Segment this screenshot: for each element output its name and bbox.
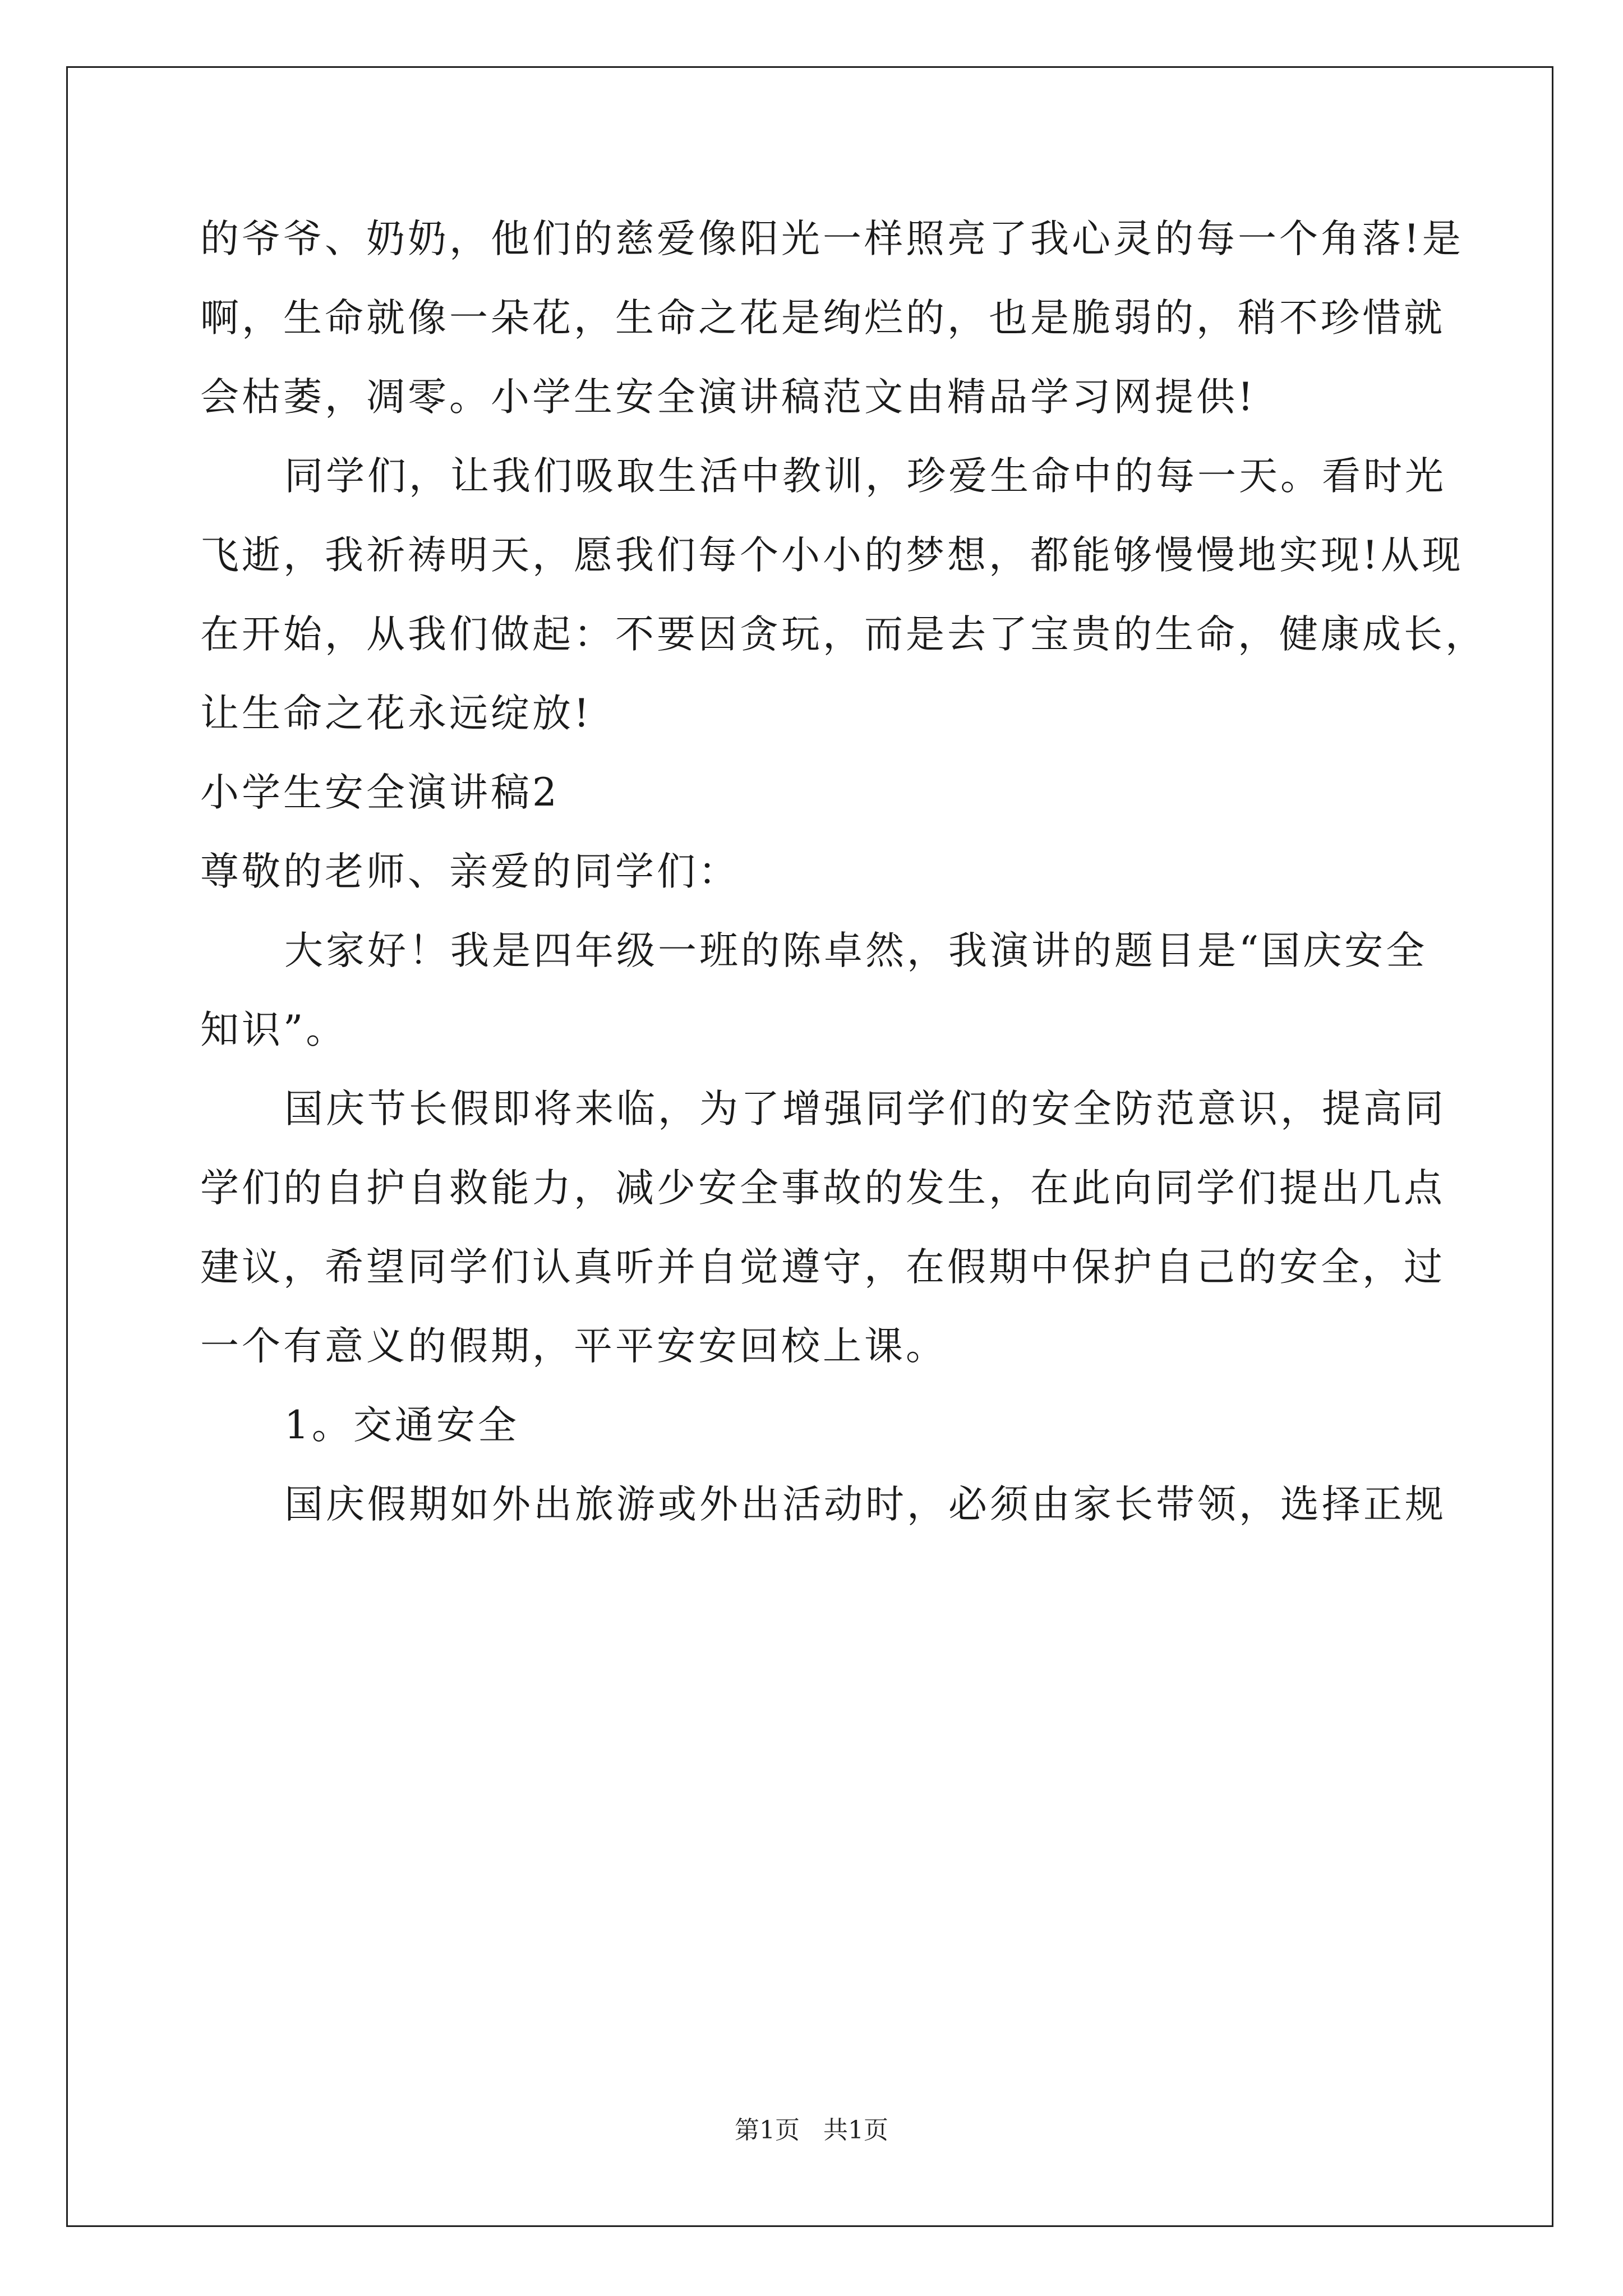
page-footer [0, 2114, 1623, 2147]
text-line: 知识”。 [200, 1007, 348, 1052]
page-total: 共1页 [823, 2116, 888, 2145]
salutation: 尊敬的老师、亲爱的同学们： [200, 849, 740, 894]
text-line: 在开始，从我们做起：不要因贪玩，而是去了宝贵的生命，健康成长， [200, 612, 1487, 657]
text-line: 会枯萎，凋零。小学生安全演讲稿范文由精品学习网提供! [200, 375, 1256, 420]
paragraph-first-line: 大家好！我是四年级一班的陈卓然，我演讲的题目是“国庆安全 [284, 928, 1428, 973]
section-heading: 小学生安全演讲稿2 [200, 770, 560, 815]
list-item-heading: 1。交通安全 [284, 1403, 519, 1448]
text-line: 让生命之花永远绽放! [200, 691, 592, 736]
text-line: 啊，生命就像一朵花，生命之花是绚烂的，也是脆弱的，稍不珍惜就 [200, 296, 1445, 341]
text-line: 建议，希望同学们认真听并自觉遵守，在假期中保护自己的安全，过 [200, 1245, 1445, 1290]
paragraph-first-line: 国庆节长假即将来临，为了增强同学们的安全防范意识，提高同 [284, 1087, 1446, 1131]
paragraph-first-line: 国庆假期如外出旅游或外出活动时，必须由家长带领，选择正规 [284, 1482, 1446, 1527]
paragraph-first-line: 同学们，让我们吸取生活中教训，珍爱生命中的每一天。看时光 [284, 454, 1446, 499]
text-line: 的爷爷、奶奶，他们的慈爱像阳光一样照亮了我心灵的每一个角落!是 [200, 217, 1464, 261]
text-line: 学们的自护自救能力，减少安全事故的发生，在此向同学们提出几点 [200, 1166, 1445, 1211]
text-line: 飞逝，我祈祷明天，愿我们每个小小的梦想，都能够慢慢地实现!从现 [200, 533, 1464, 578]
text-line: 一个有意义的假期，平平安安回校上课。 [200, 1324, 947, 1369]
page-number: 第1页 [735, 2116, 800, 2145]
